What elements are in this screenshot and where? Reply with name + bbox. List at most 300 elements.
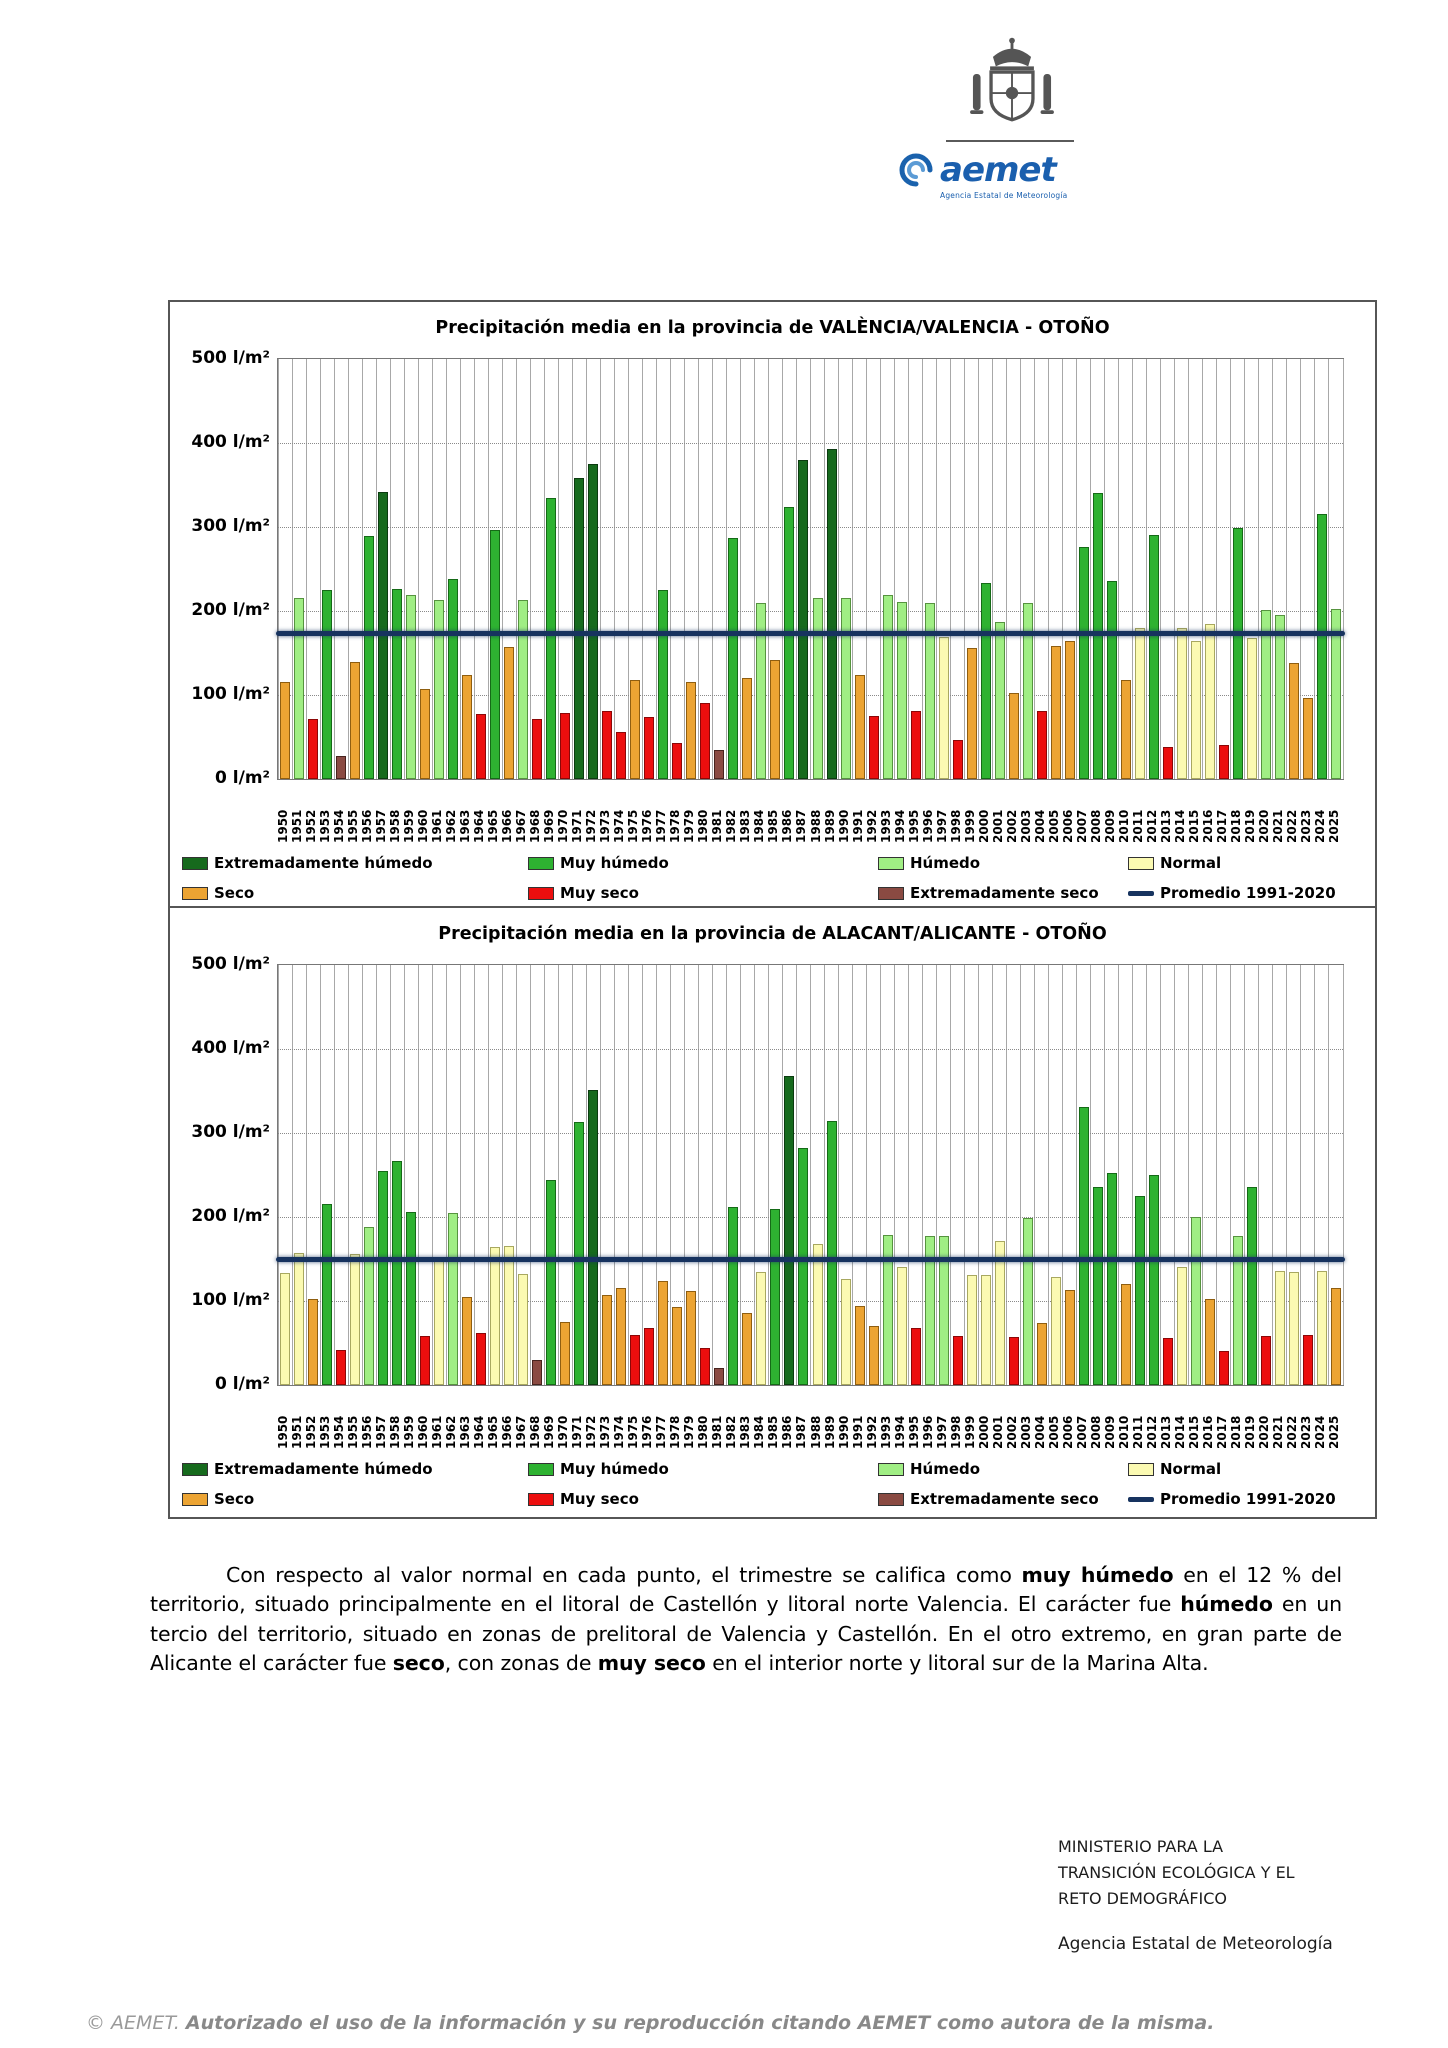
vertical-gridline bbox=[530, 359, 531, 779]
legend-item-eh bbox=[182, 851, 433, 875]
legend-label-s: Seco bbox=[214, 884, 255, 902]
x-tick-2015: 2015 bbox=[1186, 1415, 1201, 1449]
x-tick-1991: 1991 bbox=[850, 1415, 865, 1449]
x-tick-1975: 1975 bbox=[626, 809, 641, 843]
legend-label-line: Promedio 1991-2020 bbox=[1160, 1490, 1336, 1508]
x-tick-2021: 2021 bbox=[1270, 1415, 1285, 1449]
vertical-gridline bbox=[712, 359, 713, 779]
x-tick-2022: 2022 bbox=[1284, 1415, 1299, 1449]
legend-label-n: Normal bbox=[1160, 854, 1222, 872]
vertical-gridline bbox=[600, 965, 601, 1385]
x-tick-1968: 1968 bbox=[528, 809, 543, 843]
bar-1957 bbox=[378, 1171, 388, 1385]
legend-swatch-n bbox=[1128, 1463, 1154, 1476]
vertical-gridline bbox=[418, 359, 419, 779]
x-tick-2023: 2023 bbox=[1298, 809, 1313, 843]
bar-1972 bbox=[588, 464, 598, 779]
x-tick-2009: 2009 bbox=[1102, 809, 1117, 843]
vertical-gridline bbox=[628, 359, 629, 779]
paragraph-bold-term: muy húmedo bbox=[1021, 1562, 1174, 1587]
x-tick-2007: 2007 bbox=[1074, 1415, 1089, 1449]
bar-1974 bbox=[616, 732, 626, 779]
x-tick-1972: 1972 bbox=[584, 809, 599, 843]
legend-row-1 bbox=[170, 851, 1375, 875]
legend-swatch-s bbox=[182, 887, 208, 900]
x-tick-1961: 1961 bbox=[430, 809, 445, 843]
vertical-gridline bbox=[1076, 359, 1077, 779]
x-tick-2024: 2024 bbox=[1312, 809, 1327, 843]
bar-1984 bbox=[756, 603, 766, 779]
copyright-prefix: © AEMET. bbox=[86, 2012, 186, 2034]
vertical-gridline bbox=[1272, 359, 1273, 779]
bar-1971 bbox=[574, 1122, 584, 1385]
vertical-gridline bbox=[796, 965, 797, 1385]
horizontal-gridline-300 bbox=[278, 527, 1343, 528]
x-tick-1956: 1956 bbox=[360, 809, 375, 843]
x-tick-1982: 1982 bbox=[724, 809, 739, 843]
bar-1951 bbox=[294, 598, 304, 779]
bar-1961 bbox=[434, 1257, 444, 1385]
coat-of-arms-icon bbox=[962, 34, 1062, 134]
vertical-gridline bbox=[278, 359, 279, 779]
x-tick-2017: 2017 bbox=[1214, 1415, 1229, 1449]
paragraph-text: en el interior norte y litoral sur de la Marina Alta. bbox=[705, 1651, 1209, 1676]
bar-2009 bbox=[1107, 581, 1117, 779]
bar-2022 bbox=[1289, 1272, 1299, 1385]
vertical-gridline bbox=[1188, 965, 1189, 1385]
bar-2006 bbox=[1065, 1290, 1075, 1385]
vertical-gridline bbox=[810, 965, 811, 1385]
bar-2015 bbox=[1191, 641, 1201, 779]
bar-1990 bbox=[841, 1279, 851, 1385]
vertical-gridline bbox=[838, 359, 839, 779]
vertical-gridline bbox=[1006, 965, 1007, 1385]
legend-item-line bbox=[1128, 1487, 1336, 1511]
x-tick-2019: 2019 bbox=[1242, 809, 1257, 843]
bar-1992 bbox=[869, 1326, 879, 1385]
bar-2002 bbox=[1009, 693, 1019, 779]
bar-2023 bbox=[1303, 1335, 1313, 1385]
ministry-block bbox=[1058, 1834, 1295, 1912]
promedio-line bbox=[276, 1257, 1345, 1262]
vertical-gridline bbox=[1230, 359, 1231, 779]
bar-1952 bbox=[308, 719, 318, 779]
bar-2001 bbox=[995, 1241, 1005, 1385]
vertical-gridline bbox=[684, 965, 685, 1385]
legend-swatch-h bbox=[878, 1463, 904, 1476]
bar-2013 bbox=[1163, 1338, 1173, 1385]
bar-1985 bbox=[770, 660, 780, 779]
bar-2005 bbox=[1051, 1277, 1061, 1385]
vertical-gridline bbox=[796, 359, 797, 779]
x-tick-1995: 1995 bbox=[906, 1415, 921, 1449]
vertical-gridline bbox=[1090, 965, 1091, 1385]
vertical-gridline bbox=[1132, 965, 1133, 1385]
bar-1968 bbox=[532, 1360, 542, 1385]
x-tick-1999: 1999 bbox=[962, 1415, 977, 1449]
legend-item-s bbox=[182, 1487, 254, 1511]
vertical-gridline bbox=[824, 359, 825, 779]
x-tick-2011: 2011 bbox=[1130, 809, 1145, 843]
x-tick-1955: 1955 bbox=[346, 809, 361, 843]
x-tick-1987: 1987 bbox=[794, 809, 809, 843]
x-tick-1959: 1959 bbox=[402, 1415, 417, 1449]
bar-2010 bbox=[1121, 680, 1131, 779]
x-tick-2024: 2024 bbox=[1312, 1415, 1327, 1449]
bar-1998 bbox=[953, 1336, 963, 1385]
bar-1973 bbox=[602, 711, 612, 779]
bar-1994 bbox=[897, 602, 907, 779]
bar-1982 bbox=[728, 1207, 738, 1385]
bar-2004 bbox=[1037, 1323, 1047, 1385]
y-axis-label-500: 500 l/m² bbox=[191, 954, 270, 974]
vertical-gridline bbox=[1188, 359, 1189, 779]
vertical-gridline bbox=[1034, 359, 1035, 779]
bar-2014 bbox=[1177, 628, 1187, 779]
vertical-gridline bbox=[768, 359, 769, 779]
bar-2011 bbox=[1135, 1196, 1145, 1385]
x-tick-1967: 1967 bbox=[514, 809, 529, 843]
bar-2020 bbox=[1261, 1336, 1271, 1385]
x-tick-1961: 1961 bbox=[430, 1415, 445, 1449]
x-tick-1977: 1977 bbox=[654, 809, 669, 843]
bar-1978 bbox=[672, 743, 682, 779]
x-tick-1970: 1970 bbox=[556, 809, 571, 843]
vertical-gridline bbox=[726, 359, 727, 779]
x-tick-1986: 1986 bbox=[780, 1415, 795, 1449]
bar-1963 bbox=[462, 1297, 472, 1385]
bar-1986 bbox=[784, 507, 794, 779]
x-tick-2019: 2019 bbox=[1242, 1415, 1257, 1449]
x-tick-2002: 2002 bbox=[1004, 1415, 1019, 1449]
vertical-gridline bbox=[698, 359, 699, 779]
x-tick-1998: 1998 bbox=[948, 1415, 963, 1449]
x-tick-1974: 1974 bbox=[612, 809, 627, 843]
x-tick-2016: 2016 bbox=[1200, 1415, 1215, 1449]
bar-1976 bbox=[644, 1328, 654, 1385]
legend-swatch-eh bbox=[182, 1463, 208, 1476]
charts-container bbox=[168, 300, 1377, 1519]
bar-1969 bbox=[546, 1180, 556, 1385]
x-tick-1950: 1950 bbox=[276, 809, 290, 843]
vertical-gridline bbox=[614, 359, 615, 779]
vertical-gridline bbox=[516, 965, 517, 1385]
vertical-gridline bbox=[362, 965, 363, 1385]
vertical-gridline bbox=[1300, 965, 1301, 1385]
x-tick-2013: 2013 bbox=[1158, 1415, 1173, 1449]
x-tick-1952: 1952 bbox=[304, 1415, 319, 1449]
bar-2011 bbox=[1135, 628, 1145, 779]
bar-1977 bbox=[658, 1281, 668, 1385]
bar-1977 bbox=[658, 590, 668, 779]
legend-item-es bbox=[878, 881, 1099, 905]
legend-swatch-line bbox=[1128, 891, 1154, 896]
legend-item-ms bbox=[528, 1487, 639, 1511]
legend-swatch-h bbox=[878, 857, 904, 870]
x-tick-1954: 1954 bbox=[332, 809, 347, 843]
vertical-gridline bbox=[1146, 965, 1147, 1385]
y-axis-label-0: 0 l/m² bbox=[215, 768, 270, 788]
bar-2008 bbox=[1093, 493, 1103, 779]
aemet-tagline: Agencia Estatal de Meteorología bbox=[940, 191, 1068, 200]
vertical-gridline bbox=[474, 359, 475, 779]
bar-2000 bbox=[981, 583, 991, 779]
x-tick-2020: 2020 bbox=[1256, 1415, 1271, 1449]
vertical-gridline bbox=[502, 359, 503, 779]
x-tick-1958: 1958 bbox=[388, 1415, 403, 1449]
vertical-gridline bbox=[488, 359, 489, 779]
vertical-gridline bbox=[334, 359, 335, 779]
vertical-gridline bbox=[572, 359, 573, 779]
vertical-gridline bbox=[782, 359, 783, 779]
vertical-gridline bbox=[880, 359, 881, 779]
vertical-gridline bbox=[334, 965, 335, 1385]
x-tick-2004: 2004 bbox=[1032, 1415, 1047, 1449]
vertical-gridline bbox=[558, 359, 559, 779]
legend-label-es: Extremadamente seco bbox=[910, 884, 1099, 902]
vertical-gridline bbox=[1006, 359, 1007, 779]
vertical-gridline bbox=[1174, 965, 1175, 1385]
bar-2003 bbox=[1023, 1218, 1033, 1385]
x-tick-1995: 1995 bbox=[906, 809, 921, 843]
vertical-gridline bbox=[1314, 359, 1315, 779]
x-tick-2023: 2023 bbox=[1298, 1415, 1313, 1449]
vertical-gridline bbox=[348, 965, 349, 1385]
x-tick-2003: 2003 bbox=[1018, 809, 1033, 843]
bar-1970 bbox=[560, 713, 570, 779]
x-tick-1974: 1974 bbox=[612, 1415, 627, 1449]
x-tick-2001: 2001 bbox=[990, 809, 1005, 843]
x-tick-1952: 1952 bbox=[304, 809, 319, 843]
bar-1966 bbox=[504, 1246, 514, 1385]
vertical-gridline bbox=[558, 965, 559, 1385]
bar-2022 bbox=[1289, 663, 1299, 779]
x-tick-1988: 1988 bbox=[808, 809, 823, 843]
x-tick-2002: 2002 bbox=[1004, 809, 1019, 843]
vertical-gridline bbox=[866, 965, 867, 1385]
paragraph-text: en el 12 % del territorio, situado principalmente en el litoral de Castellón y litoral norte Valencia. El carácter fue bbox=[150, 1562, 1342, 1617]
x-tick-2006: 2006 bbox=[1060, 809, 1075, 843]
vertical-gridline bbox=[1062, 359, 1063, 779]
bar-1955 bbox=[350, 662, 360, 779]
x-tick-1966: 1966 bbox=[500, 809, 515, 843]
bar-1998 bbox=[953, 740, 963, 779]
vertical-gridline bbox=[810, 359, 811, 779]
bar-1956 bbox=[364, 536, 374, 779]
bar-1988 bbox=[813, 598, 823, 779]
chart-title-valencia: Precipitación media en la provincia de VALÈNCIA/VALENCIA - OTOÑO bbox=[435, 318, 1110, 338]
legend-label-ms: Muy seco bbox=[560, 884, 639, 902]
vertical-gridline bbox=[838, 965, 839, 1385]
vertical-gridline bbox=[390, 359, 391, 779]
bar-1992 bbox=[869, 716, 879, 779]
x-tick-1996: 1996 bbox=[920, 809, 935, 843]
vertical-gridline bbox=[1132, 359, 1133, 779]
x-tick-2013: 2013 bbox=[1158, 809, 1173, 843]
vertical-gridline bbox=[600, 359, 601, 779]
bar-1954 bbox=[336, 1350, 346, 1385]
bar-1994 bbox=[897, 1267, 907, 1385]
vertical-gridline bbox=[1258, 965, 1259, 1385]
paragraph-text: , con zonas de bbox=[444, 1651, 598, 1676]
legend-swatch-n bbox=[1128, 857, 1154, 870]
bar-1980 bbox=[700, 703, 710, 779]
x-tick-2010: 2010 bbox=[1116, 809, 1131, 843]
bar-1989 bbox=[827, 449, 837, 779]
copyright-line bbox=[86, 2012, 1214, 2034]
x-tick-1966: 1966 bbox=[500, 1415, 515, 1449]
promedio-line bbox=[276, 631, 1345, 636]
x-tick-1979: 1979 bbox=[682, 1415, 697, 1449]
legend-label-es: Extremadamente seco bbox=[910, 1490, 1099, 1508]
legend-item-mh bbox=[528, 851, 669, 875]
x-tick-1989: 1989 bbox=[822, 1415, 837, 1449]
x-tick-1969: 1969 bbox=[542, 809, 557, 843]
copyright-main: Autorizado el uso de la información y su reproducción citando AEMET como autora de la misma. bbox=[185, 2012, 1215, 2034]
x-tick-1955: 1955 bbox=[346, 1415, 361, 1449]
x-tick-1992: 1992 bbox=[864, 809, 879, 843]
bar-1967 bbox=[518, 1274, 528, 1385]
x-tick-2025: 2025 bbox=[1326, 809, 1341, 843]
x-tick-1965: 1965 bbox=[486, 809, 501, 843]
bar-2000 bbox=[981, 1275, 991, 1385]
bar-2007 bbox=[1079, 547, 1089, 779]
y-axis-label-400: 400 l/m² bbox=[191, 1038, 270, 1058]
bar-1960 bbox=[420, 689, 430, 779]
vertical-gridline bbox=[1104, 965, 1105, 1385]
x-tick-1950: 1950 bbox=[276, 1415, 290, 1449]
bar-1968 bbox=[532, 719, 542, 779]
bar-1979 bbox=[686, 1291, 696, 1385]
x-tick-1959: 1959 bbox=[402, 809, 417, 843]
vertical-gridline bbox=[698, 965, 699, 1385]
x-tick-1996: 1996 bbox=[920, 1415, 935, 1449]
legend-item-ms bbox=[528, 881, 639, 905]
bar-1995 bbox=[911, 1328, 921, 1385]
legend-item-h bbox=[878, 851, 980, 875]
bar-2024 bbox=[1317, 1271, 1327, 1385]
bar-1975 bbox=[630, 1335, 640, 1385]
x-tick-1973: 1973 bbox=[598, 1415, 613, 1449]
x-tick-1993: 1993 bbox=[878, 809, 893, 843]
bar-1965 bbox=[490, 1247, 500, 1385]
legend-swatch-line bbox=[1128, 1497, 1154, 1502]
vertical-gridline bbox=[1048, 965, 1049, 1385]
bar-1964 bbox=[476, 1333, 486, 1385]
legend-label-eh: Extremadamente húmedo bbox=[214, 854, 433, 872]
bar-1983 bbox=[742, 678, 752, 779]
x-tick-2016: 2016 bbox=[1200, 809, 1215, 843]
vertical-gridline bbox=[432, 965, 433, 1385]
x-tick-1956: 1956 bbox=[360, 1415, 375, 1449]
bar-2009 bbox=[1107, 1173, 1117, 1385]
bar-1985 bbox=[770, 1209, 780, 1385]
x-tick-2003: 2003 bbox=[1018, 1415, 1033, 1449]
vertical-gridline bbox=[656, 965, 657, 1385]
bar-1999 bbox=[967, 648, 977, 779]
vertical-gridline bbox=[432, 359, 433, 779]
x-tick-1993: 1993 bbox=[878, 1415, 893, 1449]
vertical-gridline bbox=[642, 965, 643, 1385]
vertical-gridline bbox=[964, 965, 965, 1385]
vertical-gridline bbox=[292, 359, 293, 779]
legend-label-s: Seco bbox=[214, 1490, 255, 1508]
bar-1974 bbox=[616, 1288, 626, 1385]
legend-label-h: Húmedo bbox=[910, 1460, 981, 1478]
vertical-gridline bbox=[950, 359, 951, 779]
bar-2006 bbox=[1065, 641, 1075, 779]
x-tick-2022: 2022 bbox=[1284, 809, 1299, 843]
legend-label-ms: Muy seco bbox=[560, 1490, 639, 1508]
x-tick-1987: 1987 bbox=[794, 1415, 809, 1449]
x-tick-1953: 1953 bbox=[318, 809, 333, 843]
chart-section-2 bbox=[170, 906, 1375, 1517]
vertical-gridline bbox=[1258, 359, 1259, 779]
vertical-gridline bbox=[1216, 359, 1217, 779]
vertical-gridline bbox=[306, 359, 307, 779]
x-tick-1967: 1967 bbox=[514, 1415, 529, 1449]
vertical-gridline bbox=[1034, 965, 1035, 1385]
vertical-gridline bbox=[530, 965, 531, 1385]
vertical-gridline bbox=[740, 359, 741, 779]
x-tick-1968: 1968 bbox=[528, 1415, 543, 1449]
vertical-gridline bbox=[1300, 359, 1301, 779]
vertical-gridline bbox=[460, 965, 461, 1385]
bar-2023 bbox=[1303, 698, 1313, 779]
legend-item-n bbox=[1128, 851, 1221, 875]
bar-1972 bbox=[588, 1090, 598, 1385]
x-tick-1990: 1990 bbox=[836, 809, 851, 843]
x-tick-1970: 1970 bbox=[556, 1415, 571, 1449]
x-tick-2020: 2020 bbox=[1256, 809, 1271, 843]
vertical-gridline bbox=[1272, 965, 1273, 1385]
bar-1950 bbox=[280, 1273, 290, 1385]
agency-line: Agencia Estatal de Meteorología bbox=[1058, 1934, 1333, 1954]
x-tick-1997: 1997 bbox=[934, 1415, 949, 1449]
bar-1969 bbox=[546, 498, 556, 779]
bar-2017 bbox=[1219, 1351, 1229, 1385]
vertical-gridline bbox=[586, 965, 587, 1385]
bar-2016 bbox=[1205, 1299, 1215, 1385]
bar-1958 bbox=[392, 1161, 402, 1385]
vertical-gridline bbox=[880, 965, 881, 1385]
vertical-gridline bbox=[670, 359, 671, 779]
x-tick-1981: 1981 bbox=[710, 809, 725, 843]
vertical-gridline bbox=[726, 965, 727, 1385]
bar-1961 bbox=[434, 600, 444, 779]
vertical-gridline bbox=[1244, 359, 1245, 779]
bar-1993 bbox=[883, 595, 893, 779]
vertical-gridline bbox=[362, 359, 363, 779]
bar-2007 bbox=[1079, 1107, 1089, 1385]
legend-item-n bbox=[1128, 1457, 1221, 1481]
vertical-gridline bbox=[992, 965, 993, 1385]
bar-2025 bbox=[1331, 1288, 1341, 1385]
bar-1966 bbox=[504, 647, 514, 779]
bar-1995 bbox=[911, 711, 921, 779]
legend-label-eh: Extremadamente húmedo bbox=[214, 1460, 433, 1478]
vertical-gridline bbox=[768, 965, 769, 1385]
x-tick-2014: 2014 bbox=[1172, 809, 1187, 843]
x-tick-2000: 2000 bbox=[976, 809, 991, 843]
y-axis-label-400: 400 l/m² bbox=[191, 432, 270, 452]
x-tick-1963: 1963 bbox=[458, 809, 473, 843]
bar-1964 bbox=[476, 714, 486, 779]
x-tick-1962: 1962 bbox=[444, 809, 459, 843]
bar-1955 bbox=[350, 1254, 360, 1385]
vertical-gridline bbox=[782, 965, 783, 1385]
x-tick-2017: 2017 bbox=[1214, 809, 1229, 843]
